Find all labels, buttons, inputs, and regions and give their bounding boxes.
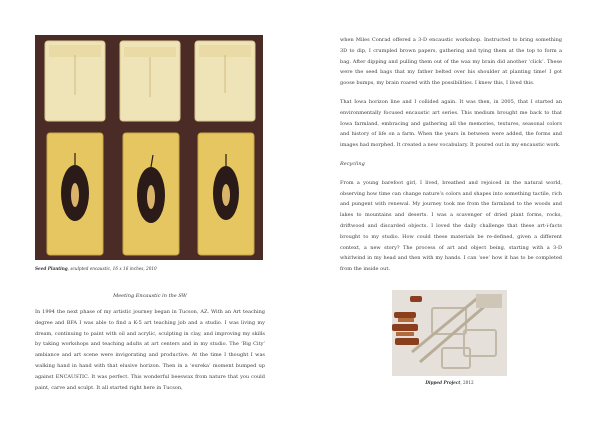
paragraph-3: From a young barefoot girl, I lived, breathed and rejoiced in the natural world, observing how time can change nature’s colors and shapes into something tactile, rich and pungent with renewal. My journey took me from the farmland to the woods and lakes to mountains and deserts. I was a scavenger of dried plant forms, rocks, driftwood and discarded objects. I loved the daily challenge that these art-i-facts brought to my studio. How could these materials be re-defined, given a different context, a new story? The process of art and object being, starting with a 3-D whirlwind in my head and then with my hands. I can ‘see’ how it has to be completed from the inside out. <box>340 179 562 273</box>
subheading-recycling: Recycling <box>340 160 365 167</box>
paragraph-2: That Iowa horizon line and I collided again. It was then, in 2005, that I started an environmentally focused encaustic art series. This medium brought me back to that Iowa farmland, embracing and gathering all the memories, textures, seasonal colors and history of life on a farm. When the years in between were added, the forms and images had morphed. It created a new vocabulary. It poured out in my encaustic work. <box>340 98 562 149</box>
artwork-title: Seed Planting <box>35 266 68 271</box>
left-body-text: In 1994 the next phase of my artistic journey began in Tucson, AZ. With an Art teaching degree and BFA I was able to find a K-5 art teaching job and a studio. I was living my dream, continuing to paint with oil and acrylic, sculpting in clay, and improving my skills by taking workshops and teaching adults at art centers and in my studio. The ‘Big City’ ambiance and art scene were invigorating and productive. At the time I thought I was walking hand in hand with that elusive horizon. Then in a ‘eureka’ moment bumped up against ENCAUSTIC. It was perfect. This wonderful beeswax from nature that you could paint, carve and sculpt. It all started right here in Tucson, <box>35 309 265 391</box>
photo-title: Dipped Project <box>425 380 461 385</box>
section-title: Meeting Encaustic in the SW <box>113 293 187 299</box>
photo-caption <box>392 380 507 385</box>
right-column <box>340 35 562 283</box>
photo-illustration <box>392 290 507 376</box>
artwork-details: , sculpted encaustic, 16 x 16 inches, 2010 <box>67 266 157 271</box>
photo-details: , 2012 <box>460 380 474 385</box>
paragraph-1: when Miles Conrad offered a 3-D encaustic workshop. Instructed to bring something 3D to dip, I crumpled brown papers, gathering and tying them at the top to form a bag. After dipping and pulling them out of the wax my brain did another ‘click’. These were the seed bags that my father belted over his shoulder at planting time! I got goose bumps, my brain roared with the possibilities. I knew this, I lived this. <box>340 37 562 87</box>
artwork-image <box>35 35 263 260</box>
artwork-illustration <box>35 35 263 260</box>
artwork-caption <box>35 266 265 271</box>
dipped-project-photo <box>392 290 507 376</box>
right-page <box>300 0 600 424</box>
